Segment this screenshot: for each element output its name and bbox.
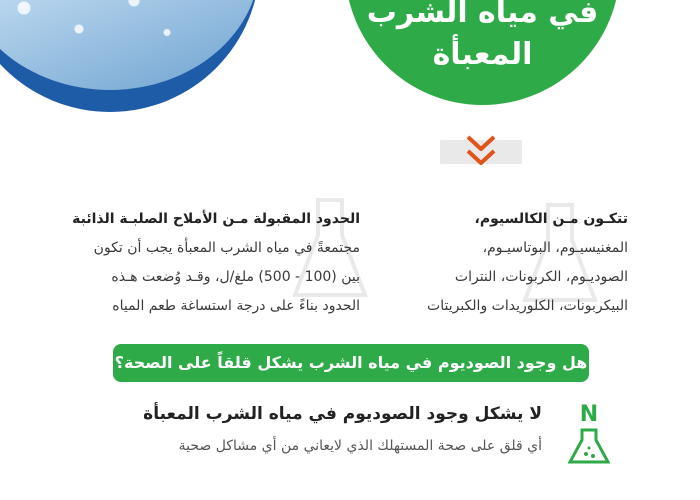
limits-line: الحدود بناءً على درجة استساغة طعم المياه [112, 298, 360, 314]
title-line-1: في مياه الشرب [366, 0, 599, 30]
limits-line: بين (100 - 500) ملغ/ل، وقـد وُضعت هـذه [111, 269, 360, 285]
composition-line: الصوديـوم، الكربونات، النترات [454, 269, 628, 285]
answer-text: أي قلق على صحة المستهلك الذي لايعاني من أي مشاكل صحية [178, 438, 542, 454]
answer-title: لا يشكل وجود الصوديوم في مياه الشرب المعبأة [143, 404, 542, 424]
limits-heading: الحدود المقبولة مـن الأملاح الصلبـة الذائبة [72, 211, 360, 227]
limits-text [72, 205, 360, 321]
water-bubbles [0, 0, 200, 50]
composition-text [420, 205, 628, 321]
down-chevron-icon [464, 131, 498, 171]
title-circle [345, 0, 620, 105]
composition-line: تتكـون مـن الكالسيوم، [474, 211, 628, 227]
sodium-symbol: N [579, 402, 599, 427]
flask-shape [568, 428, 610, 466]
composition-line: البيكربونات، الكلوريدات والكبريتات [427, 298, 628, 314]
question-banner: هل وجود الصوديوم في مياه الشرب يشكل قلقاً على الصحة؟ [113, 344, 589, 382]
sodium-flask-icon [568, 402, 610, 466]
title-line-2: المعبأة [432, 37, 533, 72]
limits-line: مجتمعةً في مياه الشرب المعبأة يجب أن تكون [93, 240, 360, 256]
water-hero-image [0, 0, 260, 112]
composition-line: المغنيسيـوم، البوتاسيـوم، [482, 240, 628, 256]
